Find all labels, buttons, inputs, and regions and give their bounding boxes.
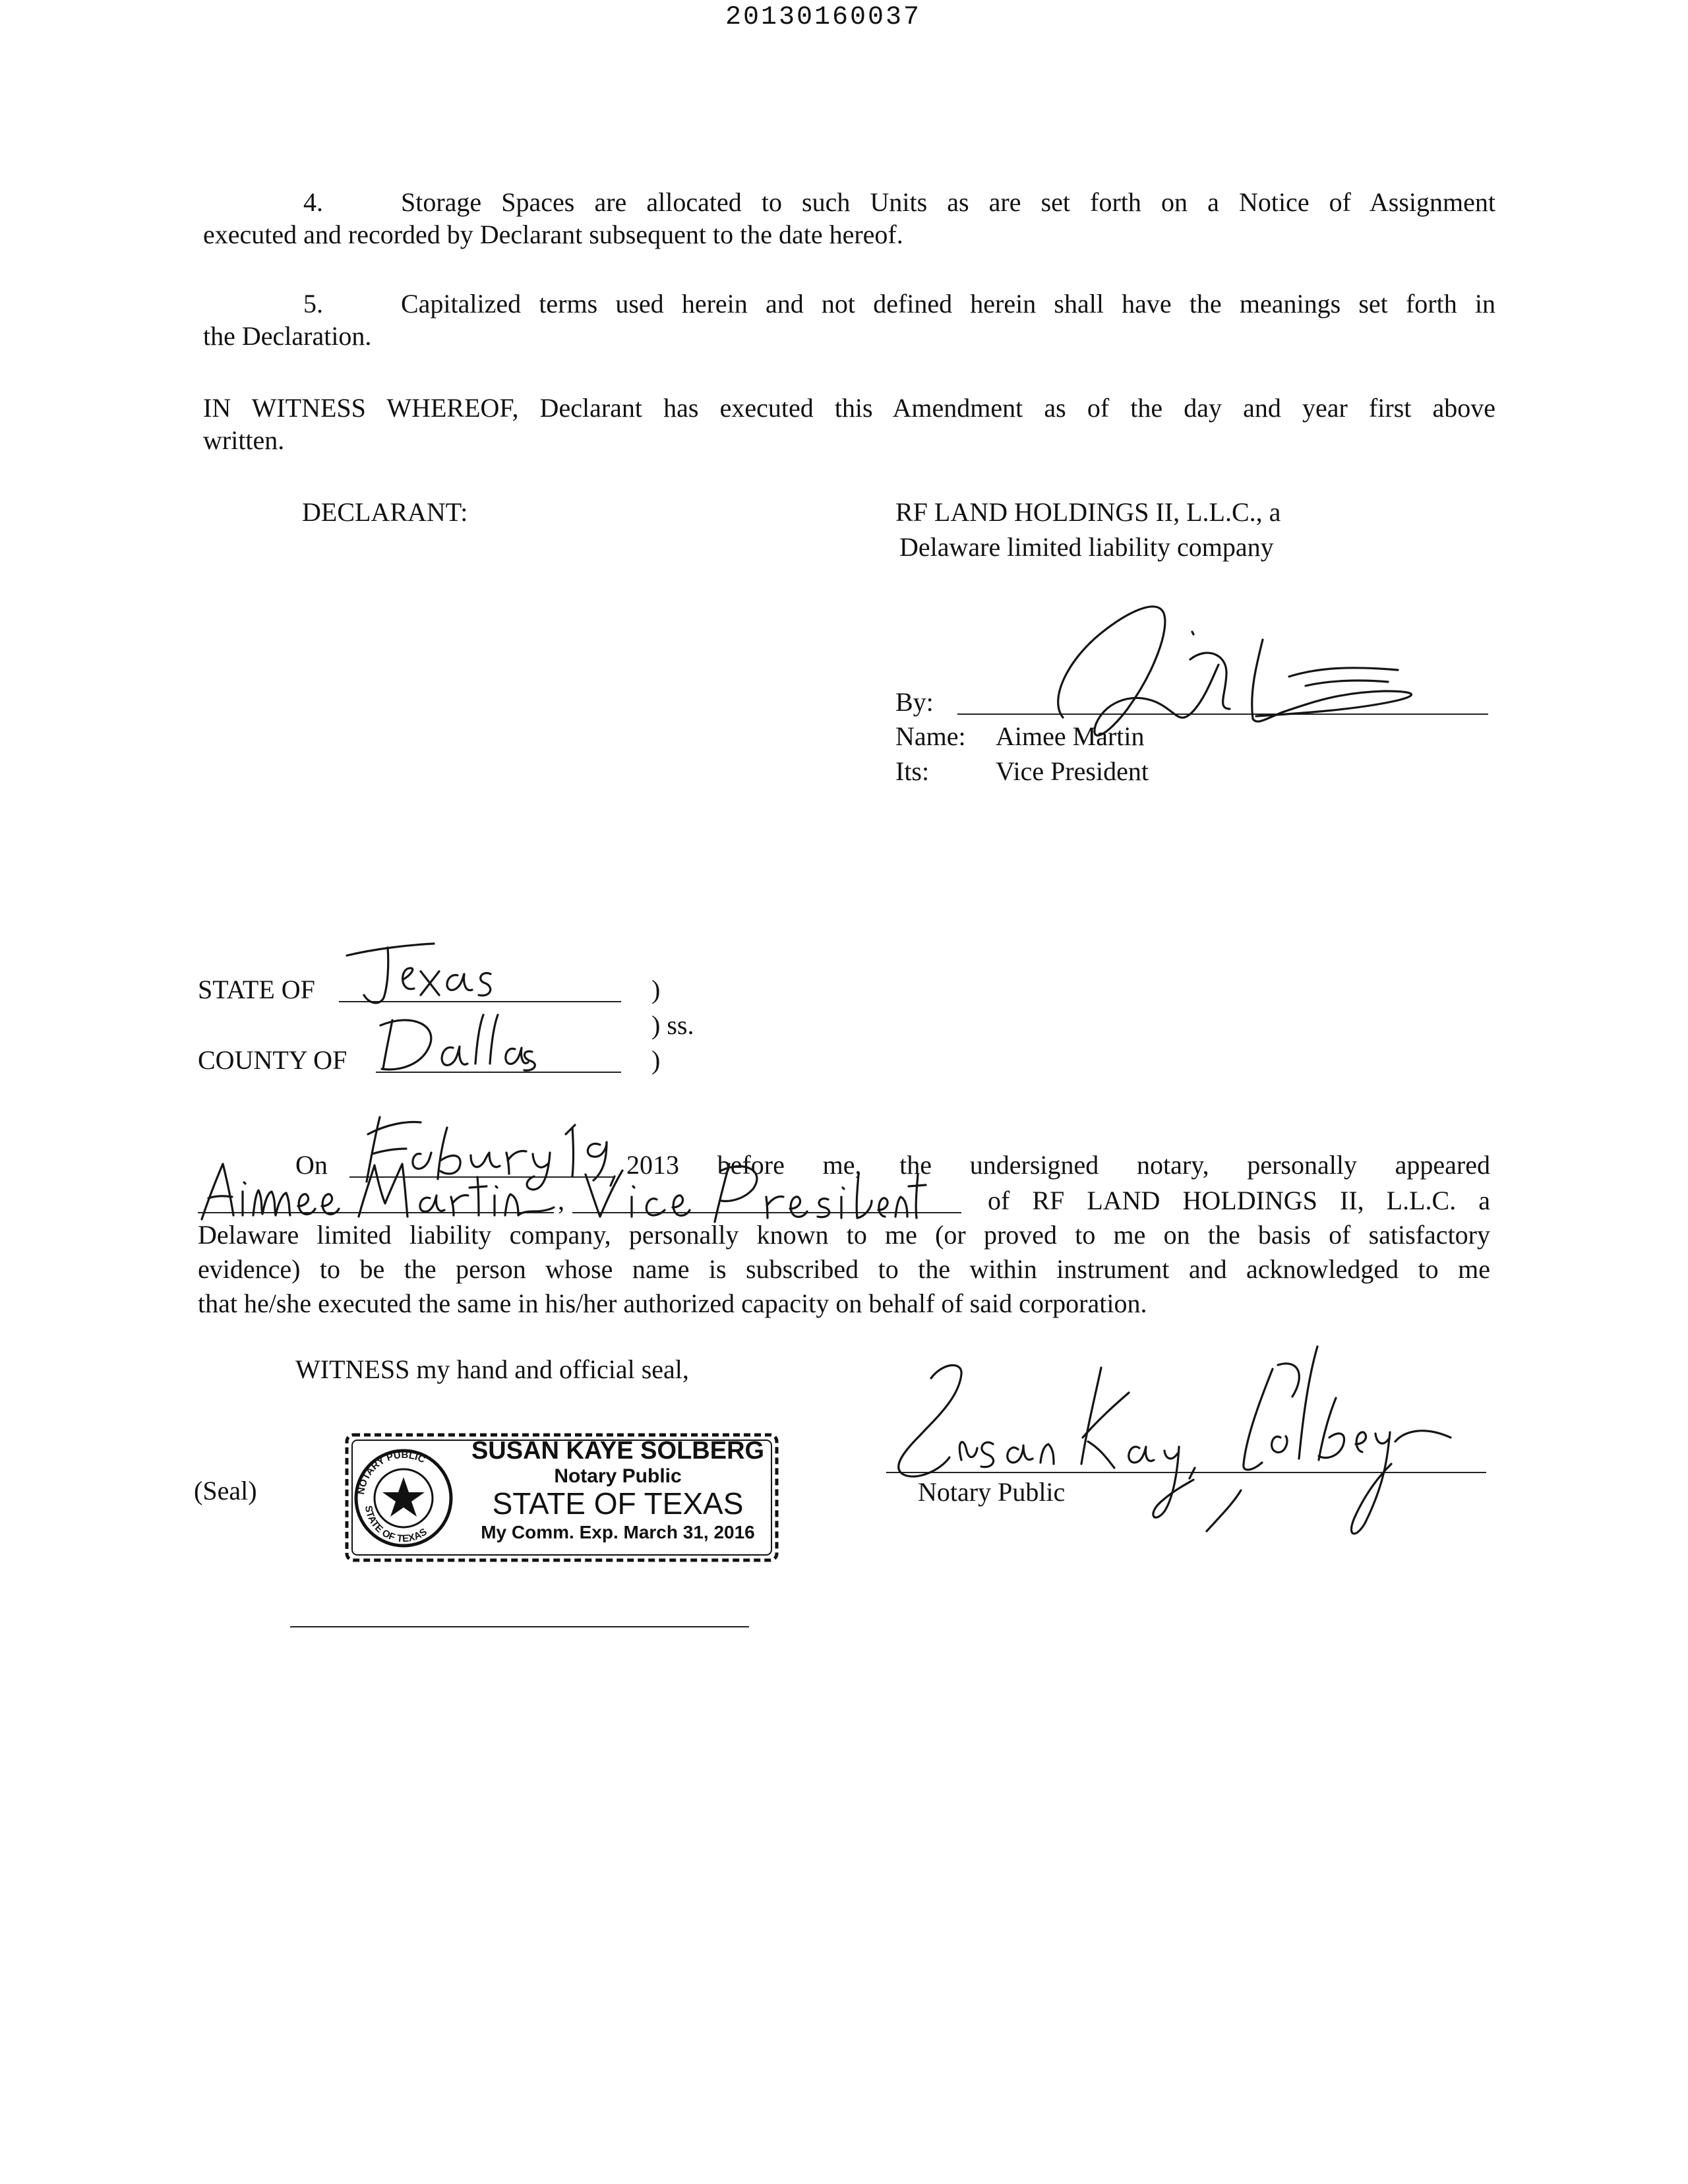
- declarant-company-line1: RF LAND HOLDINGS II, L.L.C., a: [895, 497, 1281, 527]
- stamp-title: Notary Public: [554, 1465, 682, 1487]
- ack-of-company: of RF LAND HOLDINGS II, L.L.C. a: [988, 1186, 1490, 1215]
- its-value: Vice President: [996, 756, 1149, 786]
- declarant-label: DECLARANT:: [302, 497, 468, 527]
- notary-public-label: Notary Public: [918, 1477, 1066, 1507]
- by-label: By:: [895, 687, 934, 717]
- state-handwritten: [335, 940, 506, 1012]
- venue-paren-2: ): [651, 1045, 661, 1075]
- venue-ss: ) ss.: [651, 1010, 694, 1040]
- state-of-label: STATE OF: [198, 975, 315, 1004]
- notary-witness-line: WITNESS my hand and official seal,: [295, 1354, 689, 1384]
- ack-on-word: On: [295, 1150, 328, 1180]
- seal-label: (Seal): [194, 1476, 257, 1505]
- ack-line4: evidence) to be the person whose name is subscribed to the within instrument and acknowledged to me: [198, 1254, 1490, 1284]
- name-label: Name:: [895, 721, 966, 751]
- paragraph-5-number: 5.: [303, 289, 323, 318]
- blank-signature-line: [290, 1626, 749, 1627]
- stamp-expiration: My Comm. Exp. March 31, 2016: [481, 1522, 755, 1542]
- venue-paren-1: ): [651, 975, 661, 1004]
- paragraph-4-line1: Storage Spaces are allocated to such Units as are set forth on a Notice of Assignment: [401, 187, 1495, 217]
- ack-line1-rest: 2013 before me, the undersigned notary, personally appeared: [626, 1150, 1490, 1180]
- notary-stamp: [338, 1426, 786, 1569]
- document-number: 20130160037: [725, 3, 922, 32]
- paragraph-4-line2: executed and recorded by Declarant subsequent to the date hereof.: [203, 220, 903, 249]
- stamp-ring-bottom: STATE OF TEXAS: [362, 1504, 429, 1545]
- ack-title-handwritten: [575, 1151, 918, 1230]
- stamp-name: SUSAN KAYE SOLBERG: [471, 1437, 765, 1465]
- stamp-state: STATE OF TEXAS: [492, 1486, 744, 1521]
- paragraph-4-number: 4.: [303, 187, 323, 217]
- ack-name-handwritten: [193, 1151, 562, 1230]
- ack-line3: Delaware limited liability company, personally known to me (or proved to me on the basis of satisfactory: [198, 1220, 1490, 1250]
- witness-clause-line1: IN WITNESS WHEREOF, Declarant has executed this Amendment as of the day and year first above: [203, 393, 1495, 423]
- witness-clause-line2: written.: [203, 425, 285, 455]
- declarant-signature: [1029, 593, 1437, 752]
- ack-comma: ,: [558, 1186, 564, 1215]
- declarant-company-line2: Delaware limited liability company: [899, 532, 1274, 562]
- notary-signature: [877, 1339, 1457, 1550]
- stamp-ring-top: NOTARY PUBLIC: [355, 1449, 427, 1496]
- county-handwritten: [366, 1006, 537, 1078]
- paragraph-5-line1: Capitalized terms used herein and not defined herein shall have the meanings set forth in: [401, 289, 1495, 318]
- paragraph-5-line2: the Declaration.: [203, 321, 372, 351]
- ack-line5: that he/she executed the same in his/her authorized capacity on behalf of said corporation.: [198, 1289, 1147, 1318]
- name-value: Aimee Martin: [996, 721, 1145, 751]
- its-label: Its:: [895, 756, 930, 786]
- county-of-label: COUNTY OF: [198, 1045, 347, 1075]
